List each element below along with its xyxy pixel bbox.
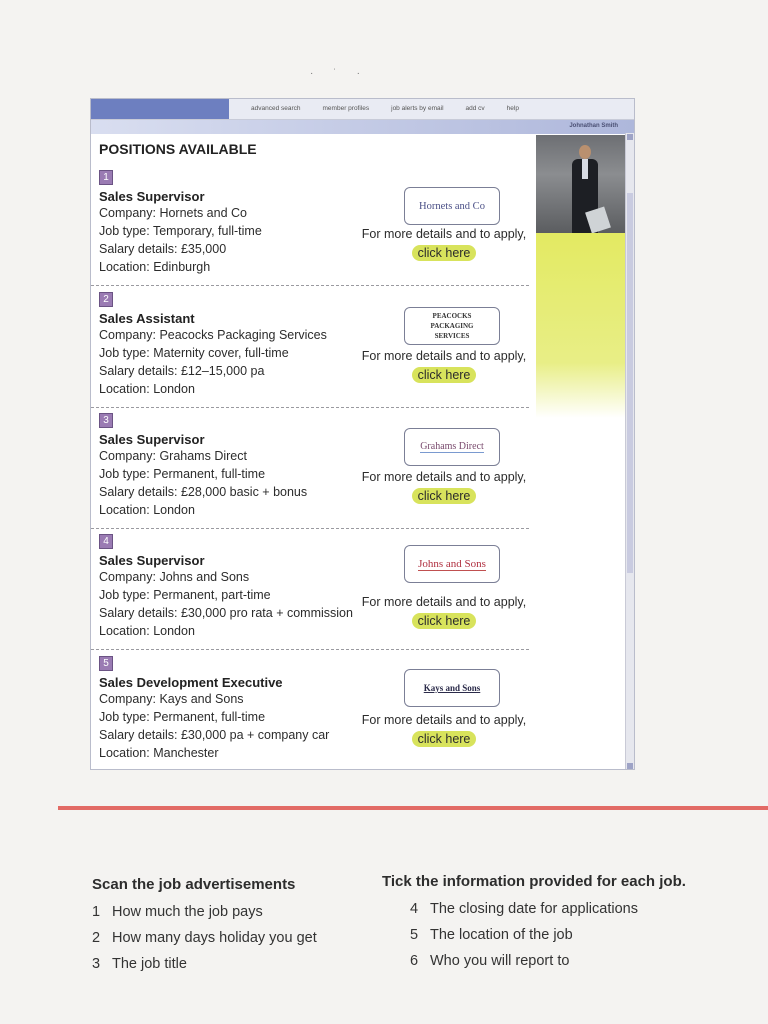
scroll-up-icon[interactable] (627, 134, 633, 140)
nav-add-cv[interactable]: add cv (465, 105, 485, 112)
job-listing-1 (99, 167, 529, 279)
nav-job-alerts[interactable]: job alerts by email (391, 105, 444, 112)
job-type: Job type: Maternity cover, full-time (99, 346, 289, 360)
job-number-badge: 1 (99, 170, 113, 185)
job-number-badge: 3 (99, 413, 113, 428)
job-location: Location: London (99, 624, 195, 638)
job-location: Location: London (99, 503, 195, 517)
click-here-link[interactable]: click here (412, 488, 477, 504)
job-salary: Salary details: £12–15,000 pa (99, 364, 265, 378)
apply-block (354, 713, 534, 747)
job-type: Job type: Permanent, part-time (99, 588, 271, 602)
job-location: Location: Edinburgh (99, 260, 211, 274)
scroll-thumb[interactable] (627, 193, 633, 573)
exercise-item: 2 How many days holiday you get (92, 930, 317, 946)
exercise-item: 3 The job title (92, 956, 187, 972)
job-location: Location: London (99, 382, 195, 396)
exercise-item: 6 Who you will report to (410, 953, 570, 969)
job-title: Sales Supervisor (99, 189, 205, 204)
brand-tab (91, 99, 229, 119)
company-logo-kays: Kays and Sons (404, 669, 500, 707)
job-title: Sales Development Executive (99, 675, 283, 690)
company-logo-hornets: Hornets and Co (404, 187, 500, 225)
job-company: Company: Johns and Sons (99, 570, 250, 584)
exercise-heading: Scan the job advertisements (92, 876, 296, 893)
user-name[interactable]: Johnathan Smith (569, 123, 618, 129)
exercise-heading: Tick the information provided for each job. (382, 873, 686, 890)
apply-text: For more details and to apply, (361, 713, 527, 727)
job-divider (91, 285, 529, 286)
top-nav (251, 105, 519, 112)
apply-block (354, 227, 534, 261)
job-board-screenshot (90, 98, 635, 770)
job-type: Job type: Permanent, full-time (99, 467, 266, 481)
businessman-figure (572, 145, 598, 233)
apply-block (354, 349, 534, 383)
businessman-photo (536, 135, 626, 233)
top-nav-bar (91, 99, 634, 120)
click-here-link[interactable]: click here (412, 367, 477, 383)
job-title: Sales Supervisor (99, 432, 205, 447)
job-location: Location: Manchester (99, 746, 219, 760)
exercise-item: 4 The closing date for applications (410, 901, 638, 917)
job-salary: Salary details: £28,000 basic + bonus (99, 485, 308, 499)
scan-specks: ·˙· (310, 68, 380, 79)
job-salary: Salary details: £30,000 pro rata + commission (99, 606, 353, 620)
job-number-badge: 5 (99, 656, 113, 671)
company-logo-peacocks: PEACOCKS PACKAGING SERVICES (404, 307, 500, 345)
decorative-green-strip (536, 233, 626, 418)
click-here-link[interactable]: click here (412, 245, 477, 261)
job-company: Company: Peacocks Packaging Services (99, 328, 327, 342)
apply-text: For more details and to apply, (361, 349, 527, 363)
job-title: Sales Supervisor (99, 553, 205, 568)
section-rule (58, 806, 768, 810)
job-divider (91, 528, 529, 529)
job-salary: Salary details: £30,000 pa + company car (99, 728, 330, 742)
job-listing-3 (99, 410, 529, 522)
click-here-link[interactable]: click here (412, 731, 477, 747)
company-logo-grahams: Grahams Direct (404, 428, 500, 466)
job-listing-4 (99, 531, 529, 643)
job-divider (91, 649, 529, 650)
page-title: POSITIONS AVAILABLE (99, 141, 257, 157)
job-number-badge: 2 (99, 292, 113, 307)
job-divider (91, 407, 529, 408)
job-company: Company: Hornets and Co (99, 206, 247, 220)
job-listing-2 (99, 289, 529, 401)
nav-member-profiles[interactable]: member profiles (322, 105, 370, 112)
job-type: Job type: Permanent, full-time (99, 710, 266, 724)
exercise-item: 1 How much the job pays (92, 904, 263, 920)
vertical-scrollbar[interactable] (625, 133, 634, 770)
job-company: Company: Kays and Sons (99, 692, 244, 706)
exercise-left (92, 876, 317, 982)
company-logo-johns: Johns and Sons (404, 545, 500, 583)
apply-text: For more details and to apply, (361, 470, 527, 484)
apply-block (354, 470, 534, 504)
apply-block (354, 595, 534, 629)
exercise-item: 5 The location of the job (410, 927, 573, 943)
job-type: Job type: Temporary, full-time (99, 224, 262, 238)
exercise-right (382, 873, 686, 979)
apply-text: For more details and to apply, (361, 227, 527, 241)
user-bar (91, 120, 634, 134)
click-here-link[interactable]: click here (412, 613, 477, 629)
apply-text: For more details and to apply, (361, 595, 527, 609)
scroll-down-icon[interactable] (627, 763, 633, 769)
job-salary: Salary details: £35,000 (99, 242, 227, 256)
job-listing-5 (99, 653, 529, 765)
job-number-badge: 4 (99, 534, 113, 549)
job-company: Company: Grahams Direct (99, 449, 247, 463)
nav-help[interactable]: help (506, 105, 519, 112)
job-title: Sales Assistant (99, 311, 195, 326)
nav-advanced-search[interactable]: advanced search (251, 105, 301, 112)
